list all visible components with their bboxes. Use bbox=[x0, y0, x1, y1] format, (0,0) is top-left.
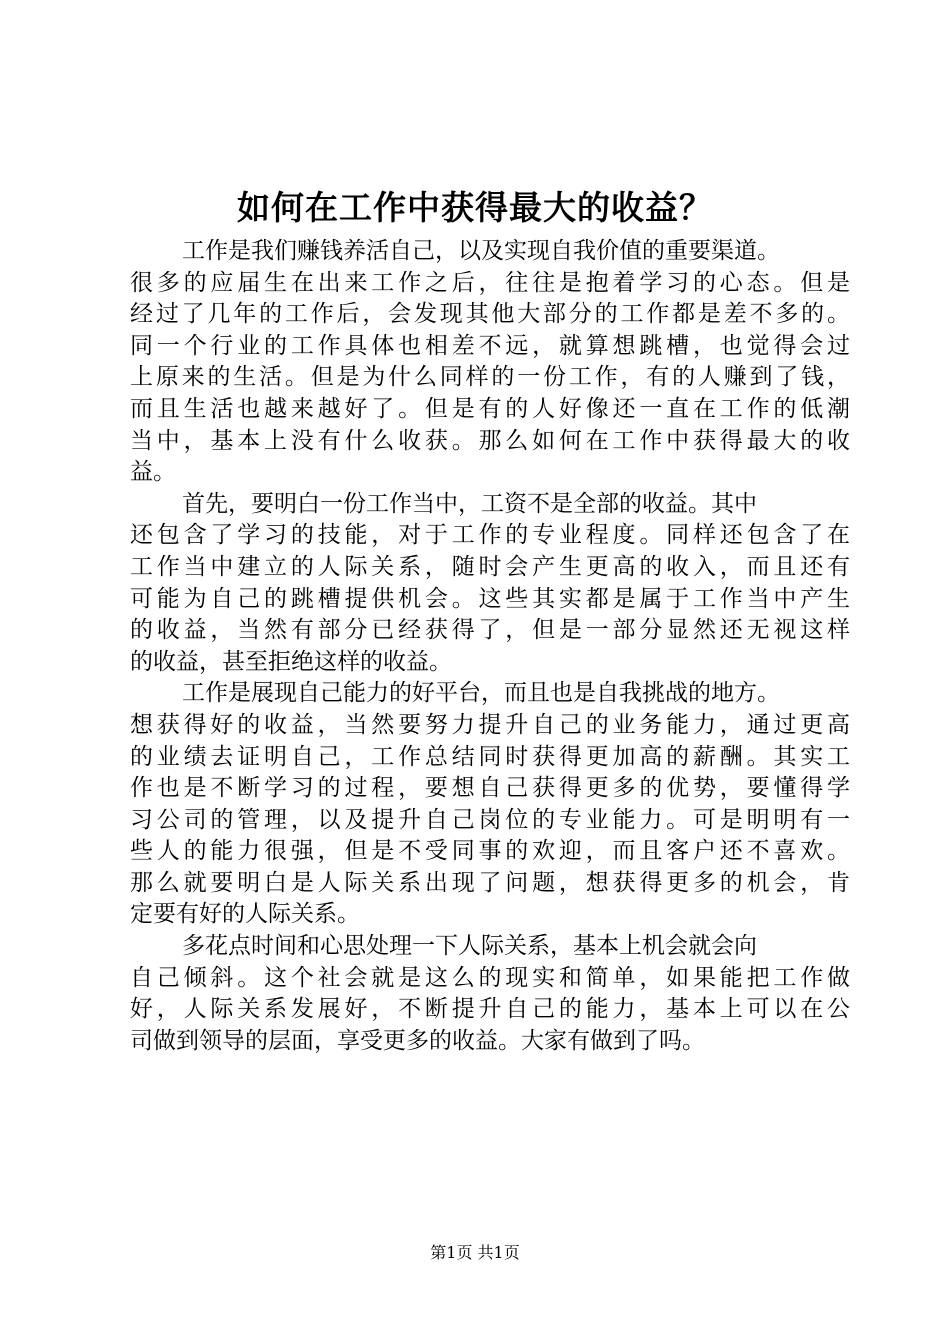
page-footer: 第1页 共1页 bbox=[430, 1243, 520, 1262]
paragraph-2-line-1: 首先，要明白一份工作当中，工资不是全部的收益。其中 bbox=[182, 490, 757, 517]
paragraph-3-line-7: 那么就要明白是人际关系出现了问题，想获得更多的机会，肯 bbox=[130, 869, 850, 896]
paragraph-3-line-8: 定要有好的人际关系。 bbox=[130, 901, 360, 928]
paragraph-3-line-5: 习公司的管理，以及提升自己岗位的专业能力。可是明明有一 bbox=[130, 806, 850, 833]
paragraph-2-line-5: 的收益，当然有部分已经获得了，但是一部分显然还无视这样 bbox=[130, 617, 850, 644]
paragraph-1-line-8: 益。 bbox=[130, 459, 176, 486]
paragraph-4-line-4: 司做到领导的层面，享受更多的收益。大家有做到了吗。 bbox=[130, 1027, 705, 1054]
paragraph-1-line-7: 当中，基本上没有什么收获。那么如何在工作中获得最大的收 bbox=[130, 427, 850, 454]
paragraph-4-line-3: 好，人际关系发展好，不断提升自己的能力，基本上可以在公 bbox=[130, 996, 850, 1023]
paragraph-1-line-3: 经过了几年的工作后，会发现其他大部分的工作都是差不多的。 bbox=[130, 301, 850, 328]
paragraph-3-line-4: 作也是不断学习的过程，要想自己获得更多的优势，要懂得学 bbox=[130, 775, 850, 802]
paragraph-2-line-4: 可能为自己的跳槽提供机会。这些其实都是属于工作当中产生 bbox=[130, 585, 850, 612]
paragraph-1-line-2: 很多的应届生在出来工作之后，往往是抱着学习的心态。但是 bbox=[130, 269, 850, 296]
paragraph-1-line-1: 工作是我们赚钱养活自己，以及实现自我价值的重要渠道。 bbox=[182, 238, 780, 264]
paragraph-2-line-6: 的收益，甚至拒绝这样的收益。 bbox=[130, 648, 452, 675]
document-body bbox=[130, 236, 850, 1057]
paragraph-2-line-2: 还包含了学习的技能，对于工作的专业程度。同样还包含了在 bbox=[130, 522, 850, 549]
paragraph-3-line-3: 的业绩去证明自己，工作总结同时获得更加高的薪酬。其实工 bbox=[130, 743, 850, 770]
paragraph-3-line-1: 工作是展现自己能力的好平台，而且也是自我挑战的地方。 bbox=[182, 680, 780, 707]
paragraph-2-line-3: 工作当中建立的人际关系，随时会产生更高的收入，而且还有 bbox=[130, 553, 850, 580]
document-title: 如何在工作中获得最大的收益？ bbox=[237, 188, 713, 227]
paragraph-1-line-6: 而且生活也越来越好了。但是有的人好像还一直在工作的低潮 bbox=[130, 395, 850, 422]
paragraph-3-line-2: 想获得好的收益，当然要努力提升自己的业务能力，通过更高 bbox=[130, 711, 850, 738]
paragraph-3-line-6: 些人的能力很强，但是不受同事的欢迎，而且客户还不喜欢。 bbox=[130, 838, 850, 865]
paragraph-1-line-5: 上原来的生活。但是为什么同样的一份工作，有的人赚到了钱， bbox=[130, 364, 850, 391]
paragraph-1-line-4: 同一个行业的工作具体也相差不远，就算想跳槽，也觉得会过 bbox=[130, 332, 850, 359]
paragraph-4-line-1: 多花点时间和心思处理一下人际关系，基本上机会就会向 bbox=[182, 933, 757, 960]
paragraph-4-line-2: 自己倾斜。这个社会就是这么的现实和简单，如果能把工作做 bbox=[130, 964, 850, 991]
